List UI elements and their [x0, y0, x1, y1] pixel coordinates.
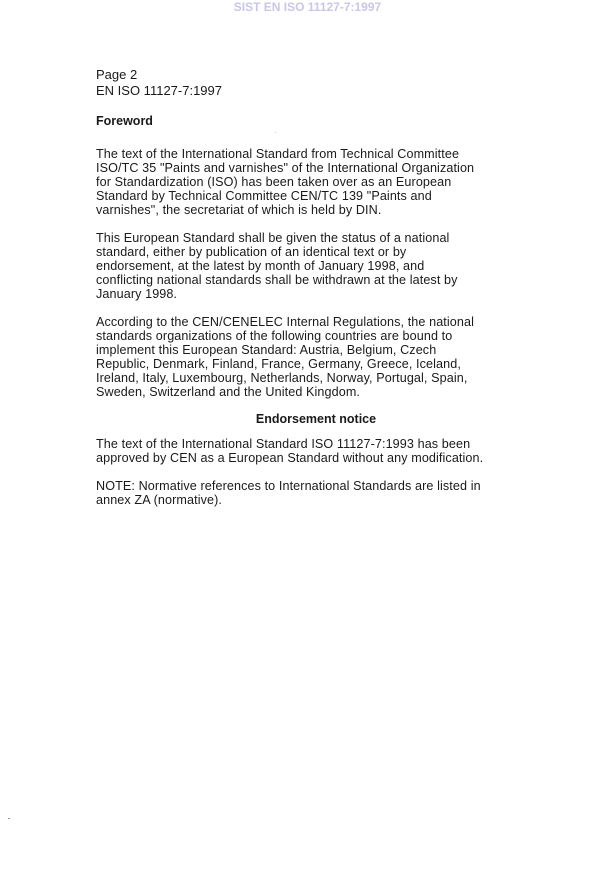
text-line: Sweden, Switzerland and the United Kingdom.	[96, 385, 361, 399]
endorsement-note	[96, 479, 536, 507]
text-line: This European Standard shall be given the status of a national	[96, 231, 450, 245]
watermark: SIST EN ISO 11127-7:1997	[233, 0, 382, 14]
text-line: Republic, Denmark, Finland, France, Germany, Greece, Iceland,	[96, 357, 461, 371]
scan-speck	[8, 818, 10, 819]
text-line: The text of the International Standard from Technical Committee	[96, 147, 460, 161]
foreword-paragraph-3	[96, 315, 536, 399]
text-line: annex ZA (normative).	[96, 493, 222, 507]
text-line: According to the CEN/CENELEC Internal Regulations, the national	[96, 315, 475, 329]
foreword-paragraph-2	[96, 231, 536, 301]
document-page	[96, 67, 536, 507]
endorsement-paragraph-1	[96, 437, 536, 465]
text-line: conflicting national standards shall be withdrawn at the latest by	[96, 273, 458, 287]
scan-speck	[275, 132, 276, 133]
text-line: ISO/TC 35 "Paints and varnishes" of the International Organization	[96, 161, 475, 175]
text-line: NOTE: Normative references to International Standards are listed in	[96, 479, 481, 493]
foreword-heading: Foreword	[96, 114, 153, 128]
text-line: Standard by Technical Committee CEN/TC 139 "Paints and	[96, 189, 432, 203]
text-line: approved by CEN as a European Standard without any modification.	[96, 451, 484, 465]
endorsement-heading: Endorsement notice	[255, 412, 377, 426]
text-line: standards organizations of the following countries are bound to	[96, 329, 453, 343]
text-line: The text of the International Standard ISO 11127-7:1993 has been	[96, 437, 471, 451]
text-line: January 1998.	[96, 287, 178, 301]
page-number: Page 2	[96, 67, 138, 82]
foreword-paragraph-1	[96, 147, 536, 217]
text-line: for Standardization (ISO) has been taken over as an European	[96, 175, 452, 189]
text-line: standard, either by publication of an identical text or by	[96, 245, 407, 259]
text-line: implement this European Standard: Austria, Belgium, Czech	[96, 343, 437, 357]
text-line: varnishes", the secretariat of which is held by DIN.	[96, 203, 382, 217]
document-id: EN ISO 11127-7:1997	[96, 83, 222, 98]
text-line: endorsement, at the latest by month of January 1998, and	[96, 259, 425, 273]
text-line: Ireland, Italy, Luxembourg, Netherlands, Norway, Portugal, Spain,	[96, 371, 468, 385]
